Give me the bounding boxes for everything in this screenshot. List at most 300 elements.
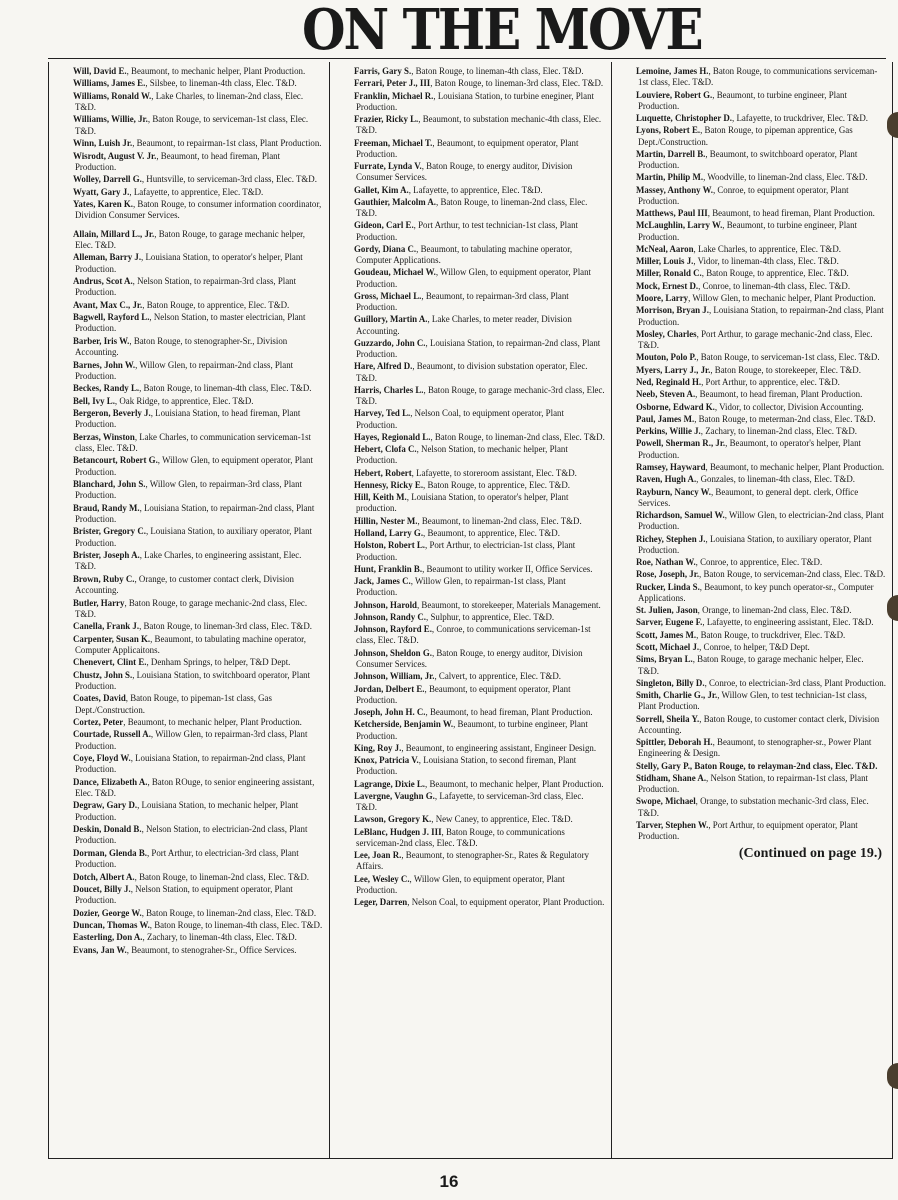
list-item — [61, 657, 323, 668]
move-detail: , Lake Charles, to apprentice, Elec. T&D. — [693, 243, 841, 254]
move-detail: , Nelson Station, to repairman-1st class, Plant Production. — [638, 772, 868, 795]
employee-name: Lagrange, Dixie L. — [354, 778, 425, 789]
move-detail: , Baton Rouge, to communications serviceman-2nd class, Elec. T&D. — [356, 826, 565, 848]
move-detail: , Lake Charles, to engineering assistant, Elec. T&D. — [75, 550, 302, 572]
binder-hole — [887, 112, 898, 138]
list-item — [342, 600, 605, 611]
move-detail: , Baton Rouge, to pipeman apprentice, Gas Dept./Construction. — [638, 125, 853, 147]
employee-name: Raven, Hugh A. — [636, 474, 697, 485]
move-detail: , Baton Rouge, to garage mechanic-2nd class, Elec. T&D. — [75, 597, 308, 619]
move-detail: , Beaumont, to stenographer-sr., Power Plant Engineering & Design. — [638, 737, 872, 759]
employee-name: Johnson, William, Jr. — [354, 671, 435, 682]
employee-name: Brown, Ruby C. — [73, 573, 135, 584]
move-detail: , Beaumont, to engineering assistant, Engineer Design. — [401, 742, 597, 753]
employee-name: Barnes, John W. — [73, 359, 136, 370]
list-item — [61, 574, 323, 597]
list-item — [624, 389, 886, 400]
employee-name: Stelly, Gary P., Baton Rouge, to relayman-2nd class, Elec. T&D. — [636, 760, 878, 771]
list-item — [61, 800, 323, 823]
list-item — [342, 564, 605, 575]
employee-name: Harvey, Ted L. — [354, 408, 411, 419]
list-item — [61, 945, 323, 956]
employee-name: Williams, Ronald W. — [73, 90, 152, 101]
move-detail: , Willow Glen, to equipment operator, Plant Production. — [356, 267, 592, 289]
list-item — [342, 408, 605, 430]
list-item — [624, 737, 886, 759]
move-detail: , Baton Rouge, to serviceman-1st class, Elec. T&D. — [75, 114, 309, 136]
list-item — [624, 185, 886, 207]
employee-name: Scott, Michael J. — [636, 642, 700, 653]
employee-name: Johnson, Sheldon G. — [354, 647, 432, 658]
employee-name: Blanchard, John S. — [73, 479, 146, 490]
move-detail: , Conroe, to helper, T&D Dept. — [699, 642, 810, 653]
move-detail: , Louisiana Station, to turbine eneginer, Plant Production. — [356, 90, 594, 112]
list-item — [342, 291, 605, 313]
move-detail: , Baton Rouge, to stenographer-Sr., Division Accounting. — [75, 335, 288, 358]
employee-name: Butler, Harry — [73, 597, 125, 608]
list-item — [342, 612, 605, 623]
employee-name: Guzzardo, John C. — [354, 337, 426, 348]
employee-name: Lee, Wesley C. — [354, 873, 410, 884]
employee-name: Brister, Joseph A. — [73, 550, 140, 561]
move-detail: , Baton Rouge, to customer contact clerk, Division Accounting. — [638, 713, 880, 735]
move-detail: , Beaumont, to tabulating machine operator, Computer Applications. — [356, 243, 573, 266]
employee-name: Tarver, Stephen W. — [636, 819, 709, 830]
move-detail: , Beaumont, to turbine engineer, Plant Production. — [638, 89, 847, 111]
employee-name: Holland, Larry G. — [354, 528, 424, 539]
employee-name: Richey, Stephen J. — [636, 533, 706, 544]
employee-name: Avant, Max C., Jr. — [73, 299, 143, 310]
move-detail: , Baton Rouge, to lineman-3rd class, Elec. T&D. — [139, 621, 312, 632]
list-item — [624, 773, 886, 795]
employee-name: Martin, Philip M. — [636, 172, 704, 183]
list-item — [624, 796, 886, 818]
list-item — [342, 528, 605, 539]
employee-name: Chenevert, Clint E. — [73, 657, 147, 668]
move-detail: , Beaumont, to head fireman, Plant Production. — [75, 150, 281, 172]
move-detail: , Beaumont, to head fireman, Plant Production. — [707, 208, 875, 219]
move-detail: , Willow Glen, to electrician-2nd class, Plant Production. — [638, 510, 884, 532]
move-detail: , Baton Rouge, to communications serviceman-1st class, Elec. T&D. — [638, 66, 878, 88]
move-detail: , Baton Rouge, to storekeeper, Elec. T&D. — [710, 364, 861, 375]
list-item — [61, 872, 323, 883]
list-item — [61, 777, 323, 800]
employee-name: Williams, James E. — [73, 78, 146, 89]
list-item — [624, 208, 886, 219]
employee-name: Carpenter, Susan K. — [73, 633, 151, 644]
move-detail: , Nelson Station, to master electrician, Plant Production. — [75, 312, 306, 334]
list-item — [61, 479, 323, 502]
list-item — [342, 78, 605, 89]
list-item — [342, 138, 605, 160]
move-detail: , Conroe, to communications serviceman-1st class, Elec. T&D. — [356, 624, 591, 646]
move-detail: , Baton Rouge, to serviceman-1st class, Elec. T&D. — [696, 352, 880, 363]
move-detail: , Willow Glen, to repairman-2nd class, Plant Production. — [75, 359, 294, 381]
employee-name: Coates, David — [73, 693, 126, 704]
list-item — [342, 791, 605, 813]
employee-name: Williams, Willie, Jr. — [73, 114, 148, 125]
move-detail: , Louisiana Station, to second fireman, Plant Production. — [356, 755, 577, 777]
list-item — [61, 408, 323, 431]
move-detail: , Baton Rouge, to apprentice, Elec. T&D. — [701, 268, 849, 279]
header-rule — [48, 58, 886, 59]
move-detail: , Willow Glen, to repairman-1st class, Plant Production. — [356, 576, 566, 598]
move-detail: , Willow Glen, to mechanic helper, Plant Production. — [688, 293, 876, 304]
move-detail: , Orange, to substation mechanic-3rd class, Elec. T&D. — [638, 796, 869, 818]
list-item — [624, 244, 886, 255]
move-detail: , Lafayette, to truckdriver, Elec. T&D. — [732, 113, 869, 123]
employee-name: Spittler, Deborah H. — [636, 737, 713, 748]
employee-name: Massey, Anthony W. — [636, 184, 713, 195]
move-detail: , Louisiana Station, to repairman-2nd class, Plant Production. — [638, 305, 884, 327]
list-item — [61, 550, 323, 573]
employee-name: Farris, Gary S. — [354, 66, 412, 76]
list-item — [624, 678, 886, 689]
list-item — [61, 753, 323, 776]
move-detail: , Lake Charles, to meter reader, Division Accounting. — [356, 314, 572, 336]
list-item — [624, 305, 886, 327]
move-detail: , Beaumont, to switchboard operator, Plant Production. — [638, 148, 858, 170]
list-item — [624, 534, 886, 556]
employee-name: Lee, Joan R. — [354, 850, 402, 861]
employee-name: Bergeron, Beverly J. — [73, 408, 151, 418]
move-detail: , Beaumont, to division substation operator, Elec. T&D. — [356, 361, 588, 383]
employee-name: Duncan, Thomas W. — [73, 920, 150, 931]
employee-name: Holston, Robert L. — [354, 540, 425, 551]
list-item — [342, 719, 605, 741]
employee-name: Scott, James M. — [636, 629, 697, 640]
employee-name: Easterling, Don A. — [73, 932, 143, 943]
move-detail: , Port Arthur, to electrician-3rd class, Plant Production. — [75, 847, 299, 870]
employee-name: Lyons, Robert E. — [636, 125, 701, 136]
employee-name: Andrus, Scot A. — [73, 276, 133, 287]
move-detail: , Nelson Coal, to equipment operator, Plant Production. — [356, 408, 564, 430]
move-detail: , Lafayette, to serviceman-3rd class, Elec. T&D. — [356, 790, 584, 813]
move-detail: , Zachary, to lineman-4th class, Elec. T&D. — [142, 932, 297, 943]
move-detail: , Lafayette, to engineering assistant, Elec. T&D. — [702, 617, 874, 628]
move-detail: , Port Arthur, to test technician-1st class, Plant Production. — [356, 220, 578, 242]
move-detail: , Lake Charles, to communication serviceman-1st class, Elec. T&D. — [75, 431, 312, 453]
list-item — [624, 426, 886, 437]
move-detail: , Louisiana Station, to repairman-2nd class, Plant Production. — [356, 337, 601, 360]
employee-name: Goudeau, Michael W. — [354, 267, 436, 278]
list-item — [342, 338, 605, 360]
employee-name: Wyatt, Gary J. — [73, 186, 130, 197]
move-detail: , Port Arthur, to apprentice, elec. T&D. — [701, 376, 840, 387]
employee-name: Mock, Ernest D. — [636, 280, 699, 291]
employee-name: Hillin, Nester M. — [354, 515, 418, 526]
move-detail: , Baton Rouge, to lineman-2nd class, Elec. T&D. — [430, 431, 605, 442]
page-title: ON THE MOVE — [302, 0, 702, 63]
list-item — [61, 634, 323, 657]
employee-name: Sims, Bryan L. — [636, 654, 693, 665]
list-item — [61, 91, 323, 114]
list-item — [342, 492, 605, 514]
move-detail: , Baton Rouge, to lineman-4th class, Elec. T&D. — [149, 920, 323, 931]
list-item — [61, 300, 323, 311]
list-item — [342, 480, 605, 491]
move-detail: , Beaumont, to repairman-1st class, Plant Production. — [132, 138, 322, 149]
employee-name: Cortez, Peter — [73, 717, 124, 728]
move-detail: , Beaumont, to head fireman, Plant Production. — [425, 707, 593, 718]
employee-name: Osborne, Edward K. — [636, 401, 715, 412]
list-item — [61, 229, 323, 252]
employee-name: Myers, Larry J., Jr. — [636, 364, 711, 375]
move-detail: , Baton Rouge, to serviceman-2nd class, Elec. T&D. — [699, 569, 886, 580]
move-detail: , Oak Ridge, to apprentice, Elec. T&D. — [114, 395, 254, 406]
list-item — [61, 503, 323, 526]
move-detail: , Lake Charles, to lineman-2nd class, Elec. T&D. — [75, 90, 304, 113]
list-item — [624, 462, 886, 473]
move-detail: , Lafayette, to apprentice, Elec. T&D. — [129, 186, 264, 197]
list-item — [342, 161, 605, 183]
move-detail: , Sulphur, to apprentice, Elec. T&D. — [426, 611, 555, 622]
move-detail: , Baton Rouge, to meterman-2nd class, Elec. T&D. — [694, 413, 876, 424]
employee-name: Miller, Ronald C. — [636, 268, 702, 279]
employee-name: Degraw, Gary D. — [73, 800, 138, 811]
list-item — [342, 897, 605, 908]
list-item — [342, 648, 605, 670]
move-detail: , Beaumont, to operator's helper, Plant Production. — [638, 438, 861, 460]
employee-name: Johnson, Harold — [354, 599, 417, 610]
employee-name: Hill, Keith M. — [354, 492, 407, 503]
employee-name: Hayes, Regionald L. — [354, 431, 431, 442]
move-detail: , New Caney, to apprentice, Elec. T&D. — [431, 814, 573, 825]
employee-name: Swope, Michael — [636, 796, 696, 807]
employee-name: Lavergne, Vaughn G. — [354, 790, 435, 801]
page-number: 16 — [439, 1172, 459, 1191]
employee-name: Mosley, Charles — [636, 328, 697, 339]
move-detail: , Beaumont, to general dept. clerk, Office Services. — [638, 486, 859, 508]
list-item — [342, 827, 605, 849]
list-item — [61, 336, 323, 359]
list-item — [342, 707, 605, 718]
move-detail: , Willow Glen, to equipment operator, Plant Production. — [356, 873, 565, 895]
list-item — [624, 66, 886, 88]
employee-name: Ferrari, Peter J., III — [354, 78, 431, 89]
employee-name: Franklin, Michael R. — [354, 90, 434, 101]
employee-name: Betancourt, Robert G. — [73, 455, 158, 466]
continued-note: (Continued on page 19.) — [738, 846, 882, 862]
binder-hole — [887, 1063, 898, 1089]
list-item — [342, 814, 605, 825]
employee-name: Winn, Luish Jr. — [73, 138, 133, 149]
list-item — [61, 138, 323, 149]
employee-name: Wolley, Darrell G. — [73, 174, 142, 185]
list-item — [624, 474, 886, 485]
list-item — [624, 293, 886, 304]
move-detail: , Calvert, to apprentice, Elec. T&D. — [434, 671, 561, 682]
employee-name: Ketcherside, Benjamin W. — [354, 719, 454, 730]
list-item — [61, 383, 323, 394]
footer-rule — [48, 1158, 893, 1159]
employee-name: Sarver, Eugene F. — [636, 617, 703, 628]
employee-name: King, Roy J. — [354, 742, 402, 753]
list-item — [624, 220, 886, 242]
move-detail: , Beaumont, to mechanic helper, Plant Production. — [425, 778, 604, 789]
move-detail: , Beaumont, to repairman-3rd class, Plant Production. — [356, 290, 569, 313]
move-detail: , Louisiana Station, to auxiliary operator, Plant Production. — [638, 533, 872, 555]
move-detail: , Louisiana Station, to operator's helper, Plant Production. — [75, 252, 303, 274]
employee-name: Dotch, Albert A. — [73, 871, 135, 882]
move-detail: , Baton Rouge, to energy auditor, Division Consumer Services. — [356, 161, 573, 183]
list-item — [61, 252, 323, 275]
move-detail: , Beaumont, to lineman-2nd class, Elec. T&D. — [417, 515, 582, 526]
list-item — [342, 66, 605, 77]
move-detail: , Baton Rouge, to garage mechanic-3rd class, Elec. T&D. — [356, 384, 605, 407]
employee-name: Gideon, Carl E. — [354, 220, 414, 231]
employee-name: Johnson, Randy C. — [354, 611, 427, 622]
list-item — [624, 365, 886, 376]
employee-name: Furrate, Lynda V. — [354, 161, 422, 172]
employee-name: Canella, Frank J. — [73, 621, 140, 632]
employee-name: Jordan, Delbert E. — [354, 683, 425, 694]
list-item — [342, 244, 605, 266]
list-item — [61, 199, 323, 222]
employee-name: St. Julien, Jason — [636, 605, 698, 616]
move-detail: , Port Arthur, to equipment operator, Plant Production. — [638, 819, 858, 842]
move-detail: , Beaumont, to turbine engineer, Plant Production. — [638, 220, 858, 242]
employee-name: Louviere, Robert G. — [636, 89, 713, 100]
move-detail: , Louisiana Station, to operator's helper, Plant production. — [356, 492, 569, 514]
move-detail: , Baton Rouge, to lineman-2nd class, Elec. T&D. — [356, 196, 588, 219]
list-item — [624, 487, 886, 509]
column-3 — [611, 62, 893, 1159]
employee-name: McLaughlin, Larry W. — [636, 220, 723, 231]
list-item — [61, 693, 323, 716]
list-item — [61, 114, 323, 137]
employee-name: Ned, Reginald H. — [636, 376, 702, 387]
list-item — [624, 761, 886, 772]
move-detail: , Silsbee, to lineman-4th class, Elec. T&D. — [145, 78, 297, 89]
employee-name: Dance, Elizabeth A. — [73, 776, 148, 787]
list-item — [624, 690, 886, 712]
move-detail: , Beaumont, to key punch operator-sr., Computer Applications. — [638, 581, 874, 603]
employee-name: Coye, Floyd W. — [73, 753, 131, 764]
move-detail: , Beaumont, to tabulating machine operator, Computer Applicaitons. — [75, 633, 306, 655]
employee-name: Hunt, Franklin B. — [354, 563, 423, 574]
employee-name: Martin, Darrell B. — [636, 148, 706, 159]
move-detail: , Zachary, to lineman-2nd class, Elec. T&D. — [700, 426, 858, 437]
list-item — [342, 444, 605, 466]
list-item — [624, 172, 886, 183]
list-item — [624, 281, 886, 292]
employee-name: Freeman, Michael T. — [354, 137, 433, 148]
employee-name: Gordy, Diana C. — [354, 243, 417, 254]
list-item — [342, 874, 605, 896]
employee-name: Doucet, Billy J. — [73, 883, 131, 894]
list-item — [624, 438, 886, 460]
move-detail: , Huntsville, to serviceman-3rd class, Elec. T&D. — [141, 174, 317, 185]
employee-name: Gallet, Kim A. — [354, 184, 409, 195]
move-detail: , Baton Rouge, to lineman-2nd class, Elec. T&D. — [134, 871, 309, 882]
list-item — [61, 396, 323, 407]
move-detail: , Woodville, to lineman-2nd class, Elec. T&D. — [703, 172, 868, 183]
move-detail: , Willow Glen, to repairman-3rd class, Plant Production. — [75, 729, 308, 751]
employee-name: Alleman, Barry J. — [73, 252, 142, 263]
employee-name: Berzas, Winston — [73, 431, 135, 442]
move-detail: , Port Arthur, to garage mechanic-2nd class, Elec. T&D. — [638, 328, 873, 351]
list-item — [61, 598, 323, 621]
list-item — [342, 779, 605, 790]
list-item — [624, 125, 886, 147]
move-detail: , Beaumont, to head fireman, Plant Production. — [695, 389, 863, 400]
move-detail: , Beaumont, to equipment operator, Plant Production. — [356, 137, 579, 159]
move-detail: , Baton Rouge, to consumer information coordinator, Dividion Consumer Services. — [75, 199, 322, 221]
employee-name: Miller, Louis J. — [636, 256, 694, 267]
list-item — [342, 671, 605, 682]
move-detail: , Willow Glen, to test technician-1st class, Plant Production. — [638, 690, 867, 712]
move-detail: , Beaumont, to equipment operator, Plant Production. — [356, 683, 571, 705]
move-detail: , Louisiana Station, to switchboard operator, Plant Production. — [75, 669, 311, 691]
employee-name: Dozier, George W. — [73, 907, 142, 918]
list-item — [624, 582, 886, 604]
move-detail: , Louisiana Station, to auxiliary operator, Plant Production. — [75, 526, 312, 548]
list-item — [342, 684, 605, 706]
list-item — [61, 670, 323, 693]
list-item — [624, 256, 886, 267]
list-item — [61, 526, 323, 549]
move-detail: , Baton Rouge, to energy auditor, Division Consumer Services. — [356, 647, 583, 669]
employee-name: Bell, Ivy L. — [73, 395, 115, 406]
list-item — [624, 268, 886, 279]
list-item — [342, 185, 605, 196]
move-detail: , Baton Rouge, to apprentice, Elec. T&D. — [142, 299, 290, 310]
list-item — [342, 850, 605, 872]
employee-name: Courtade, Russell A. — [73, 729, 151, 740]
list-item — [61, 848, 323, 871]
employee-name: Dorman, Glenda B. — [73, 847, 147, 858]
employee-name: Guillory, Martin A. — [354, 314, 428, 325]
list-item — [342, 432, 605, 443]
employee-name: Wisrodt, August V. Jr. — [73, 150, 157, 161]
list-item — [624, 377, 886, 388]
move-detail: , Louisiana Station, to repairman-2nd class, Plant Production. — [75, 753, 306, 775]
list-item — [624, 569, 886, 580]
list-item — [61, 276, 323, 299]
employee-name: Evans, Jan W. — [73, 944, 127, 955]
list-item — [342, 385, 605, 407]
list-item — [61, 884, 323, 907]
list-item — [624, 510, 886, 532]
move-detail: , Willow Glen, to equipment operator, Plant Production. — [75, 455, 313, 477]
employee-name: Gauthier, Malcolm A. — [354, 196, 437, 207]
move-detail: , Nelson Coal, to equipment operator, Plant Production. — [407, 897, 605, 908]
list-item — [624, 90, 886, 112]
employee-name: Frazier, Ricky L. — [354, 114, 419, 125]
employee-name: Bagwell, Rayford L. — [73, 312, 150, 323]
employee-name: Matthews, Paul III — [636, 208, 708, 219]
list-item — [61, 908, 323, 919]
move-detail: , Beaumont, to stenographer-Sr., Rates & Regulatory Affairs. — [356, 850, 589, 872]
list-item — [624, 329, 886, 351]
move-detail: , Nelson Station, to repairman-3rd class, Plant Production. — [75, 276, 297, 298]
move-detail: , Conroe, to equipment operator, Plant Production. — [638, 184, 849, 206]
list-item — [624, 820, 886, 842]
employee-name: Hennesy, Ricky E. — [354, 479, 424, 490]
employee-name: Knox, Patricia V. — [354, 755, 419, 766]
employee-name: Rayburn, Nancy W. — [636, 486, 711, 497]
employee-name: McNeal, Aaron — [636, 243, 694, 254]
employee-name: Brister, Gregory C. — [73, 526, 146, 537]
employee-name: Leger, Darren — [354, 897, 408, 908]
move-detail: , Denham Springs, to helper, T&D Dept. — [146, 657, 291, 668]
employee-name: Deskin, Donald B. — [73, 824, 142, 835]
move-detail: , Baton Rouge, to garage mechanic helper, Elec. T&D. — [638, 654, 864, 676]
employee-name: Stidham, Shane A. — [636, 772, 707, 783]
move-detail: , Nelson Station, to equipment operator, Plant Production. — [75, 883, 293, 906]
list-item — [342, 624, 605, 646]
